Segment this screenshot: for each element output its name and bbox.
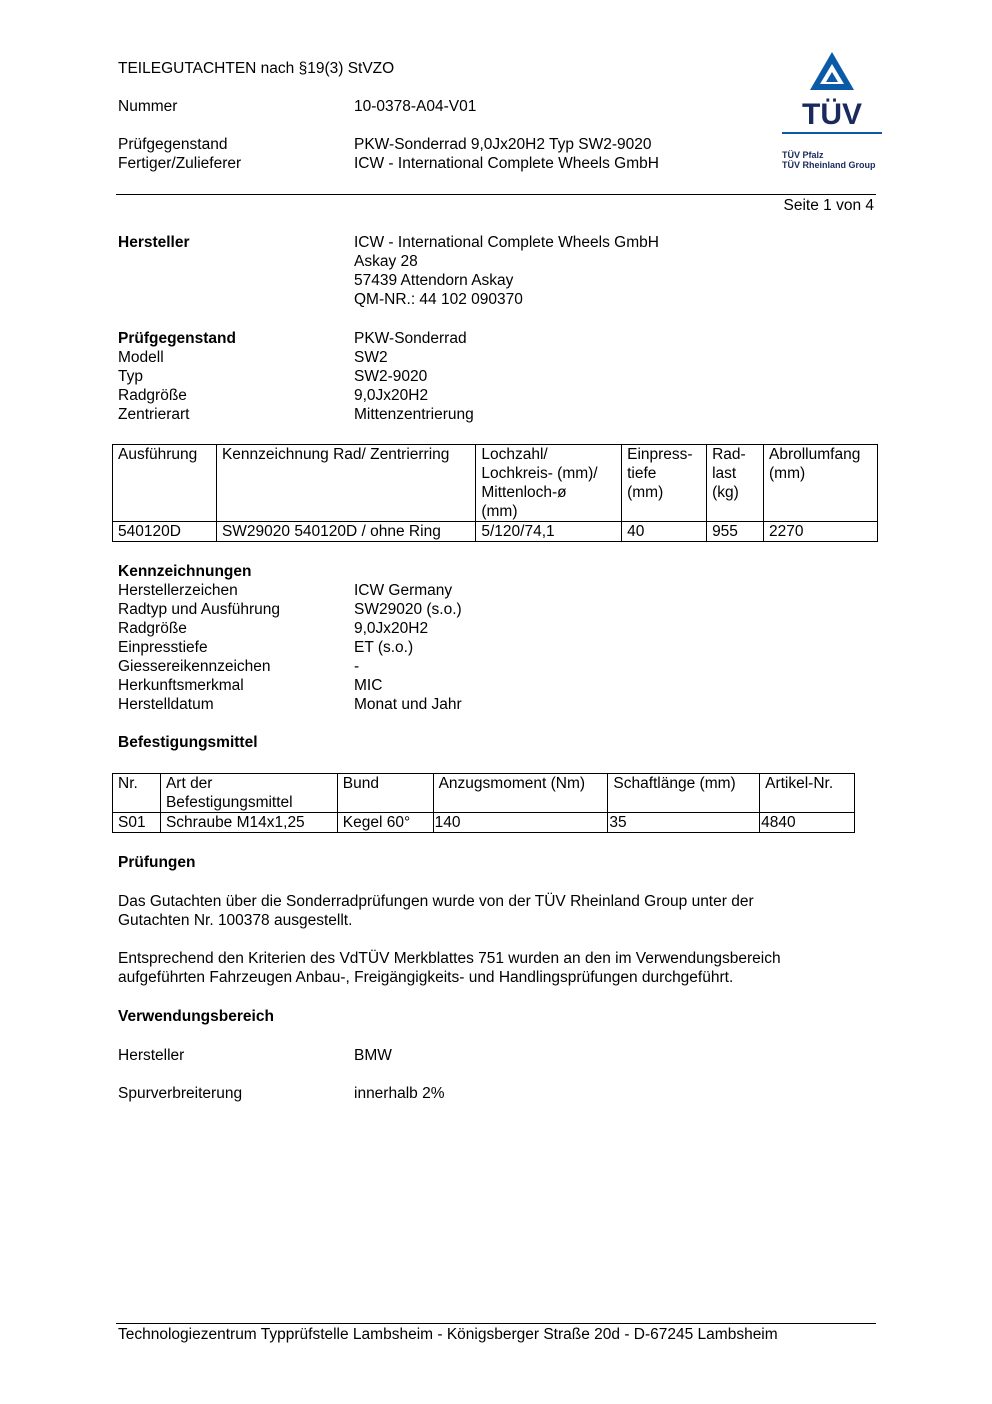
befestigung-table — [112, 773, 855, 833]
footer-divider — [116, 1323, 876, 1324]
table-cell: 540120D — [113, 522, 217, 542]
table-header-cell: Ausführung — [113, 445, 217, 522]
kennzeichnungen-labels — [118, 581, 280, 714]
table-cell: SW29020 540120D / ohne Ring — [216, 522, 475, 542]
kennzeichnungen-heading: Kennzeichnungen — [118, 563, 252, 580]
table-header-cell: Lochzahl/ Lochkreis- (mm)/ Mittenloch-ø (mm) — [476, 445, 622, 522]
header-divider — [116, 194, 876, 195]
hersteller-line: ICW - International Complete Wheels GmbH — [354, 234, 659, 251]
table-cell: 5/120/74,1 — [476, 522, 622, 542]
table-header-cell: Schaftlänge (mm) — [608, 774, 760, 813]
verwendung-hersteller-label: Hersteller — [118, 1047, 185, 1064]
field-label: Herstellerzeichen — [118, 582, 238, 599]
field-value: SW2-9020 — [354, 368, 428, 385]
fertiger-label: Fertiger/Zulieferer — [118, 155, 242, 172]
logo-line2: TÜV Rheinland Group — [782, 160, 876, 170]
table-header-cell: Rad- last (kg) — [707, 445, 764, 522]
field-label: Radgröße — [118, 620, 187, 637]
rad-table — [112, 444, 878, 542]
spurverbreiterung-label: Spurverbreiterung — [118, 1085, 243, 1102]
document-title: TEILEGUTACHTEN nach §19(3) StVZO — [118, 60, 395, 77]
pruefgegenstand-heading: Prüfgegenstand — [118, 330, 236, 347]
logo-subtitle — [782, 150, 876, 170]
table-header-cell: Abrollumfang (mm) — [764, 445, 878, 522]
table-header-row — [113, 774, 855, 813]
page-number: Seite 1 von 4 — [783, 197, 874, 214]
field-value: SW2 — [354, 349, 388, 366]
logo-line1: TÜV Pfalz — [782, 150, 824, 160]
field-value: Mittenzentrierung — [354, 406, 474, 423]
verwendungsbereich-heading: Verwendungsbereich — [118, 1008, 274, 1025]
table-cell: 35 — [608, 813, 760, 833]
table-cell: Kegel 60° — [337, 813, 433, 833]
hersteller-line: QM-NR.: 44 102 090370 — [354, 291, 523, 308]
pruefgegenstand-labels — [118, 348, 190, 424]
footer-text: Technologiezentrum Typprüfstelle Lambsheim - Königsberger Straße 20d - D-67245 Lambsheim — [118, 1326, 778, 1343]
hersteller-heading: Hersteller — [118, 234, 190, 251]
field-label: Herkunftsmerkmal — [118, 677, 244, 694]
table-header-row — [113, 445, 878, 522]
nummer-label: Nummer — [118, 98, 178, 115]
pruefgegenstand-heading-value: PKW-Sonderrad — [354, 330, 467, 347]
field-label: Modell — [118, 349, 164, 366]
hersteller-address — [354, 233, 659, 309]
hersteller-line: Askay 28 — [354, 253, 418, 270]
field-value: MIC — [354, 677, 383, 694]
table-header-cell: Artikel-Nr. — [760, 774, 855, 813]
kennzeichnungen-values — [354, 581, 462, 714]
pruefgegenstand-values — [354, 348, 474, 424]
field-value: 9,0Jx20H2 — [354, 620, 429, 637]
table-header-cell: Art der Befestigungsmittel — [160, 774, 337, 813]
table-row — [113, 813, 855, 833]
table-row — [113, 522, 878, 542]
field-label: Typ — [118, 368, 143, 385]
field-value: 9,0Jx20H2 — [354, 387, 429, 404]
field-value: - — [354, 658, 360, 675]
pruefgegenstand-value: PKW-Sonderrad 9,0Jx20H2 Typ SW2-9020 — [354, 136, 652, 153]
befestigung-heading: Befestigungsmittel — [118, 734, 258, 751]
logo-brand: TÜV — [802, 98, 862, 131]
table-cell: 140 — [433, 813, 608, 833]
table-header-cell: Kennzeichnung Rad/ Zentrierring — [216, 445, 475, 522]
field-label: Herstelldatum — [118, 696, 214, 713]
table-header-cell: Bund — [337, 774, 433, 813]
fertiger-value: ICW - International Complete Wheels GmbH — [354, 155, 659, 172]
table-cell: 2270 — [764, 522, 878, 542]
field-label: Radtyp und Ausführung — [118, 601, 281, 618]
pruefungen-paragraph-2 — [118, 949, 781, 987]
field-value: ET (s.o.) — [354, 639, 414, 656]
field-value: Monat und Jahr — [354, 696, 462, 713]
table-cell: Schraube M14x1,25 — [160, 813, 337, 833]
field-label: Radgröße — [118, 387, 187, 404]
paragraph-line: Das Gutachten über die Sonderradprüfungen wurde von der TÜV Rheinland Group unter der — [118, 893, 754, 910]
pruefungen-paragraph-1 — [118, 892, 754, 930]
table-cell: 40 — [622, 522, 707, 542]
table-header-cell: Anzugsmoment (Nm) — [433, 774, 608, 813]
table-header-cell: Einpress- tiefe (mm) — [622, 445, 707, 522]
pruefungen-heading: Prüfungen — [118, 854, 196, 871]
pruefgegenstand-label: Prüfgegenstand — [118, 136, 228, 153]
table-cell: 4840 — [760, 813, 855, 833]
table-header-cell: Nr. — [113, 774, 161, 813]
field-label: Einpresstiefe — [118, 639, 208, 656]
tuv-triangle-logo-icon — [780, 50, 884, 150]
spurverbreiterung-value: innerhalb 2% — [354, 1085, 445, 1102]
table-cell: 955 — [707, 522, 764, 542]
field-label: Giessereikennzeichen — [118, 658, 271, 675]
nummer-value: 10-0378-A04-V01 — [354, 98, 477, 115]
paragraph-line: Entsprechend den Kriterien des VdTÜV Merkblattes 751 wurden an den im Verwendungsbereich — [118, 950, 781, 967]
table-cell: S01 — [113, 813, 161, 833]
hersteller-line: 57439 Attendorn Askay — [354, 272, 514, 289]
field-value: ICW Germany — [354, 582, 453, 599]
paragraph-line: aufgeführten Fahrzeugen Anbau-, Freigängigkeits- und Handlingsprüfungen durchgeführt. — [118, 969, 734, 986]
field-label: Zentrierart — [118, 406, 190, 423]
paragraph-line: Gutachten Nr. 100378 ausgestellt. — [118, 912, 353, 929]
verwendung-hersteller-value: BMW — [354, 1047, 392, 1064]
field-value: SW29020 (s.o.) — [354, 601, 462, 618]
